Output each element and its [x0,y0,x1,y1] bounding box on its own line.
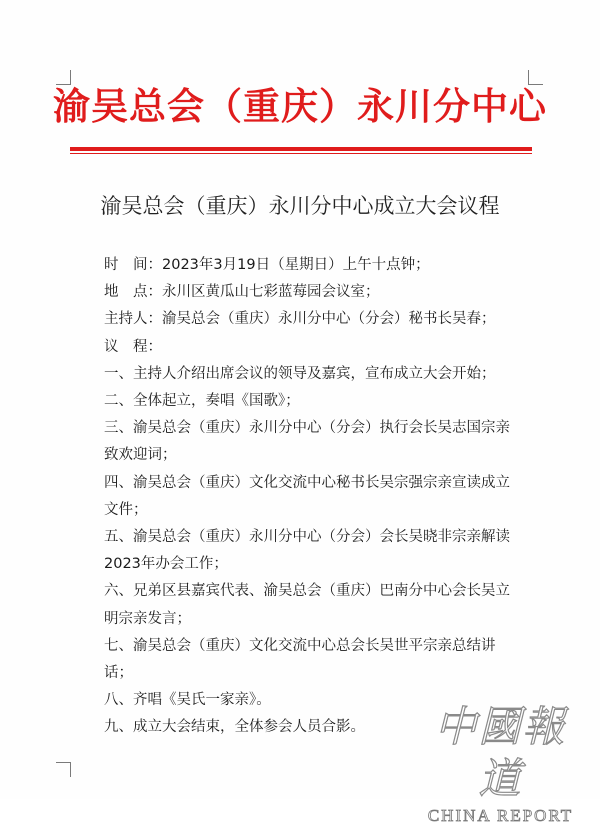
agenda-item-7-cont: 话； [104,665,133,682]
china-report-watermark [413,701,588,825]
watermark-chinese-text: 中國報道 [434,702,567,803]
agenda-item-2: 二、全体起立，奏唱《国歌》； [104,393,300,410]
agenda-item-6-cont: 明宗亲发言； [104,610,191,627]
agenda-line-heading: 议 程： [104,338,162,355]
agenda-item-6: 六、兄弟区县嘉宾代表、渝吴总会（重庆）巴南分中心会长吴立 [104,583,510,600]
agenda-item-9: 九、成立大会结束，全体参会人员合影。 [104,719,365,736]
agenda-body [104,252,540,742]
watermark-english-text: CHINA REPORT [427,806,574,825]
document-title: 渝吴总会（重庆）永川分中心成立大会议程 [100,194,500,218]
agenda-item-5-cont: 2023年办会工作； [104,556,228,573]
agenda-line-place: 地 点：永川区黄瓜山七彩蓝莓园会议室； [104,284,380,301]
agenda-line-host: 主持人：渝吴总会（重庆）永川分中心（分会）秘书长吴春； [104,311,496,328]
agenda-item-7: 七、渝吴总会（重庆）文化交流中心总会长吴世平宗亲总结讲 [104,637,496,654]
agenda-item-1: 一、主持人介绍出席会议的领导及嘉宾，宣布成立大会开始； [104,365,496,382]
letterhead-rule-thick [70,147,532,151]
letterhead-title: 渝吴总会（重庆）永川分中心 [53,85,547,128]
letterhead-rule-thin [70,153,532,154]
crop-mark-bottom-left [56,762,71,777]
agenda-item-5: 五、渝吴总会（重庆）永川分中心（分会）会长吴晓非宗亲解读 [104,529,510,546]
agenda-item-3-cont: 致欢迎词； [104,447,177,464]
agenda-item-4-cont: 文件； [104,501,148,518]
agenda-item-8: 八、齐唱《吴氏一家亲》。 [104,692,271,709]
agenda-item-3: 三、渝吴总会（重庆）永川分中心（分会）执行会长吴志国宗亲 [104,420,510,437]
agenda-item-4: 四、渝吴总会（重庆）文化交流中心秘书长吴宗强宗亲宣读成立 [104,474,510,491]
agenda-line-time: 时 间：2023年3月19日（星期日）上午十点钟； [104,257,430,273]
